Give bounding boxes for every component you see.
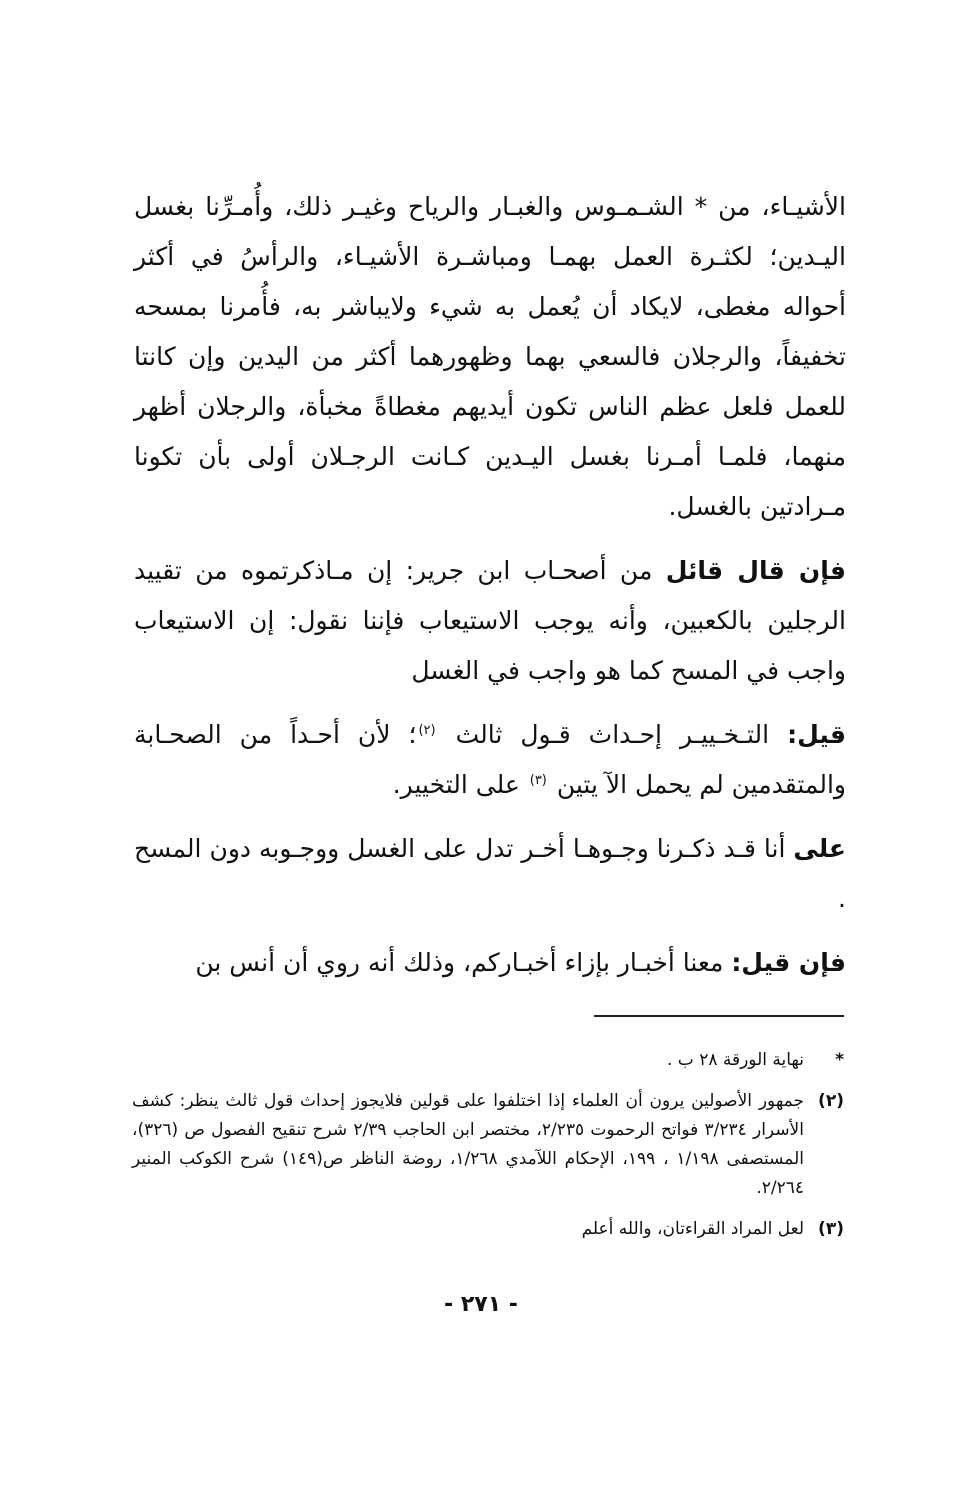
paragraph-5-lead: فإن قيل: <box>731 948 846 977</box>
paragraph-2-text: من أصحـاب ابن جرير: إن مـاذكرتموه من تقييد الرجلين بالكعبين، وأنه يوجب الاستيعاب فإننا نقول: إن الاستيعاب واجب في المسح كما هو واجب في الغسل <box>134 556 846 685</box>
paragraph-3-text-after: على التخيير. <box>392 770 528 799</box>
footnote-2-text: جمهور الأصولين يرون أن العلماء إذا اختلفوا على قولين فلايجوز إحداث قول ثالث ينظر: كشف الأسرار ٣/٢٣٤ فواتح الرحموت ٢/٢٣٥، مختصر ابن الحاجب ٢/٣٩ شرح تنقيح الفصول ص (٣٢٦)، المستصفى ١/١٩٨ ، ١٩٩، الإحكام اللآمدي ١/٢٦٨، روضة الناظر ص(١٤٩) شرح الكوكب المنير ٢/٢٦٤. <box>132 1091 804 1198</box>
footnote-3-text: لعل المراد القراءتان، والله أعلم <box>581 1219 804 1239</box>
page-number: - ٢٧١ - <box>444 1292 518 1317</box>
footnote-3 <box>132 1215 844 1244</box>
footnote-2-marker: (٢) <box>818 1091 844 1111</box>
paragraph-4 <box>134 824 846 924</box>
paragraph-3-lead: قيل: <box>787 720 846 749</box>
footnote-ref-2: (٢) <box>418 722 436 738</box>
footnote-folio-text: نهاية الورقة ٢٨ ب . <box>666 1050 804 1070</box>
main-text <box>134 182 846 988</box>
paragraph-1-text: الأشيـاء، من * الشـمـوس والغبـار والرياح وغيـر ذلك، وأُمـرِّنا بغسل اليـدين؛ لكثـرة العمل بهمـا ومباشـرة الأشيـاء، والرأسُ في أكثر أحواله مغطى، لايكاد أن يُعمل به شيء ولايباشر به، فأُمرنا بمسحه تخفيفاً، والرجلان فالسعي بهما وظهورهما أكثر من اليدين وإن كانتا للعمل فلعل عظم الناس تكون أيديهم مغطاةً مخبأة، والرجلان أظهر منهما، فلمـا أمـرنا بغسل اليـدين كـانت الرجـلان أولى بأن تكونا مـرادتين بالغسل. <box>134 192 846 521</box>
footnote-divider <box>594 1015 844 1017</box>
paragraph-3-text-middle: ؛ لأن أحـداً من الصحـابة والمتقدمين لم يحمل الآ يتين <box>134 720 846 799</box>
footnote-2 <box>132 1087 844 1203</box>
paragraph-4-lead: على <box>793 834 846 863</box>
paragraph-1 <box>134 182 846 532</box>
paragraph-2-lead: فإن قال قائل <box>665 556 846 585</box>
footnote-ref-3: (٣) <box>529 772 547 788</box>
footnote-folio-marker: * <box>835 1050 844 1070</box>
paragraph-5-text: معنا أخبـار بإزاء أخبـاركم، وذلك أنه روي أن أنس بن <box>195 948 732 977</box>
paragraph-3 <box>134 710 846 810</box>
paragraph-4-text: أنا قـد ذكـرنا وجـوهـا أخـر تدل على الغسل ووجـوبه دون المسح . <box>134 834 846 913</box>
footnote-folio <box>132 1046 844 1075</box>
paragraph-3-text-before: التـخـييـر إحـداث قـول ثالث <box>437 720 788 749</box>
paragraph-5 <box>134 938 846 988</box>
footnotes <box>132 1046 844 1256</box>
paragraph-2 <box>134 546 846 696</box>
footnote-3-marker: (٣) <box>818 1219 844 1239</box>
